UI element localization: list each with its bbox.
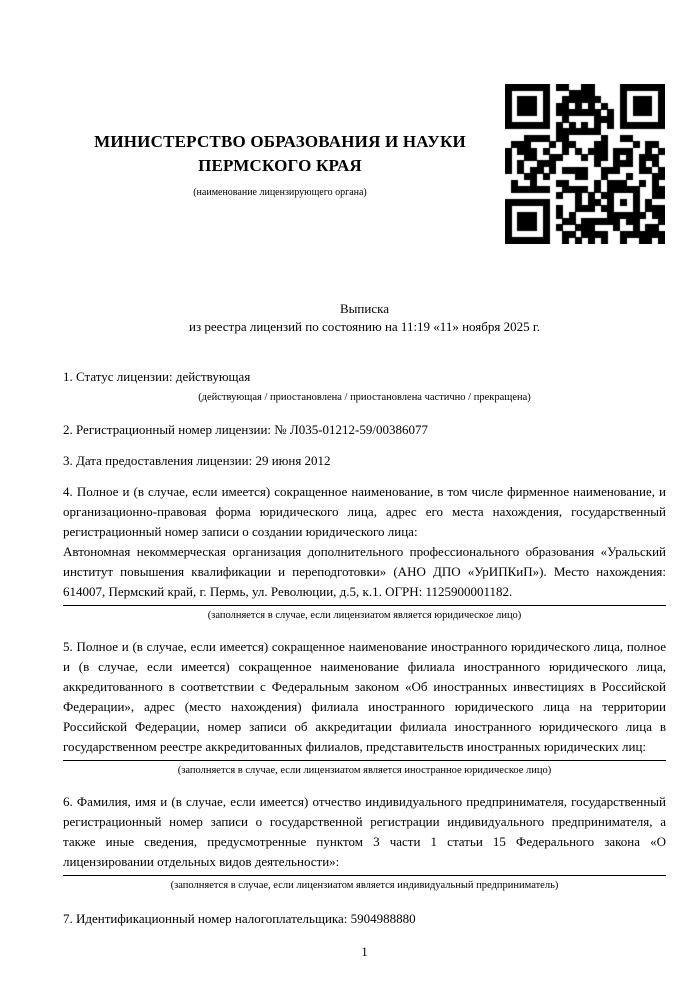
- item-4-legal-entity-answer: Автономная некоммерческая организация дополнительного профессионального образования «Уральский институт повышения квалификации и переподготовки» (АНО ДПО «УрИПКиП»). Место нахождения: 614007, Пермский край, г. Пермь, ул. Революции, д.5, к.1. ОГРН: 1125900001182.: [63, 544, 666, 599]
- document-title-line1: Выписка: [340, 301, 389, 316]
- qr-code: [505, 84, 665, 244]
- item-1-license-status: 1. Статус лицензии: действующая: [63, 369, 251, 384]
- item-6-answer-line: [63, 875, 666, 876]
- item-5-foreign-entity-statement: 5. Полное и (в случае, если имеется) сокращенное наименование иностранного юридического лица, полное и (в случае, если имеется) сокращенное наименование филиала иностранного юридического лица, аккредитованного в соответствии с Федеральным законом «Об иностранных инвестициях в Российской Федерации», адрес (место нахождения) филиала иностранного юридического лица на территории Российской Федерации, номер записи об аккредитации филиала иностранного юридического лица в государственном реестре аккредитованных филиалов, представительств иностранных юридических лиц:: [63, 639, 666, 754]
- item-3-grant-date: 3. Дата предоставления лицензии: 29 июня 2012: [63, 453, 331, 468]
- document-title: [63, 300, 666, 336]
- item-4-fill-caption: (заполняется в случае, если лицензиатом является юридическое лицо): [207, 610, 522, 621]
- item-5-fill-caption: (заполняется в случае, если лицензиатом является иностранное юридическое лицо): [177, 765, 552, 776]
- item-2-registration-number: 2. Регистрационный номер лицензии: № Л035-01212-59/00386077: [63, 422, 429, 437]
- ministry-caption: (наименование лицензирующего органа): [193, 187, 367, 198]
- item-6-entrepreneur-statement: 6. Фамилия, имя и (в случае, если имеется) отчество индивидуального предпринимателя, государственный регистрационный номер записи о государственной регистрации индивидуального предпринимателя, а также иные сведения, предусмотренные пунктом 3 части 1 статьи 15 Федерального закона «О лицензировании отдельных видов деятельности»:: [63, 794, 666, 869]
- item-5-answer-line: [63, 760, 666, 761]
- ministry-name-line2: ПЕРМСКОГО КРАЯ: [198, 156, 362, 175]
- ministry-name: [63, 130, 497, 178]
- page-number: 1: [361, 944, 368, 959]
- item-1-status-options-caption: (действующая / приостановлена / приостановлена частично / прекращена): [198, 392, 531, 403]
- document-body: [63, 300, 666, 962]
- ministry-name-line1: МИНИСТЕРСТВО ОБРАЗОВАНИЯ И НАУКИ: [94, 132, 466, 151]
- item-6-fill-caption: (заполняется в случае, если лицензиатом является индивидуальный предприниматель): [170, 880, 559, 891]
- document-title-line2: из реестра лицензий по состоянию на 11:19 «11» ноября 2025 г.: [189, 319, 540, 334]
- item-7-taxpayer-id: 7. Идентификационный номер налогоплательщика: 5904988880: [63, 911, 416, 926]
- item-4-answer-line: [63, 605, 666, 606]
- item-4-legal-entity-statement: 4. Полное и (в случае, если имеется) сокращенное наименование, в том числе фирменное наименование, и организационно-правовая форма юридического лица, адрес его места нахождения, государственный регистрационный номер записи о создании юридического лица:: [63, 484, 666, 539]
- issuing-authority-block: [63, 130, 497, 198]
